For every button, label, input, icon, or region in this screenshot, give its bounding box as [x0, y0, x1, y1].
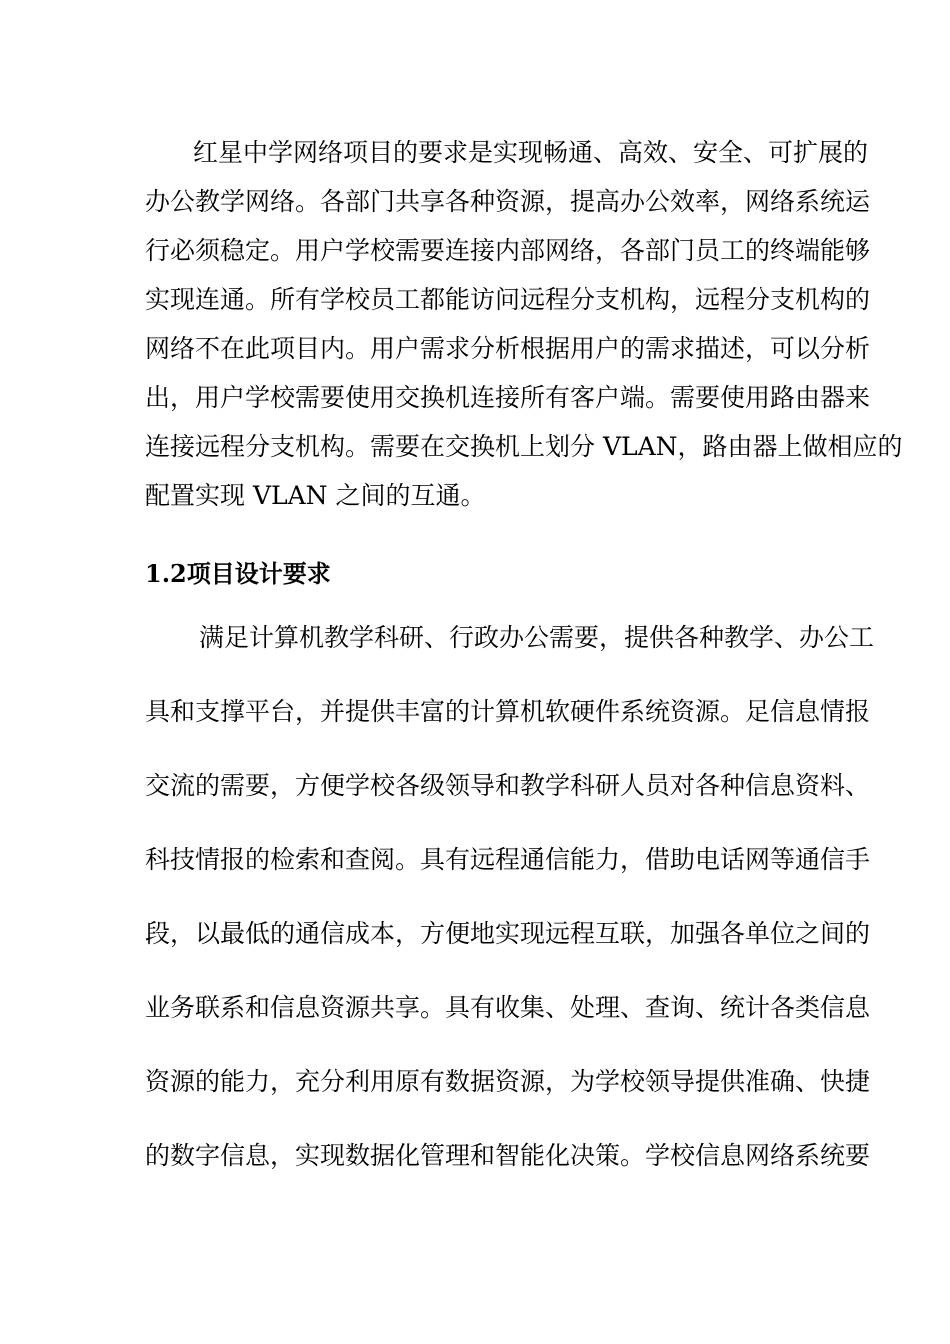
paragraph-line: 具和支撑平台，并提供丰富的计算机软硬件系统资源。足信息情报: [145, 697, 871, 726]
paragraph-line: 科技情报的检索和查阅。具有远程通信能力，借助电话网等通信手: [145, 845, 871, 874]
paragraph-line: 红星中学网络项目的要求是实现畅通、高效、安全、可扩展的: [193, 138, 869, 167]
paragraph-line: 办公教学网络。各部门共享各种资源，提高办公效率，网络系统运: [145, 187, 871, 216]
paragraph-line: 行必须稳定。用户学校需要连接内部网络，各部门员工的终端能够: [145, 236, 871, 265]
paragraph-line: 网络不在此项目内。用户需求分析根据用户的需求描述，可以分析: [145, 334, 871, 363]
section-heading: 1.2项目设计要求: [145, 559, 331, 588]
paragraph-line: 资源的能力，充分利用原有数据资源，为学校领导提供准确、快捷: [145, 1067, 871, 1096]
paragraph-line: 业务联系和信息资源共享。具有收集、处理、查询、统计各类信息: [145, 993, 871, 1022]
paragraph-line: 连接远程分支机构。需要在交换机上划分 VLAN，路由器上做相应的: [145, 432, 903, 461]
paragraph-line: 的数字信息，实现数据化管理和智能化决策。学校信息网络系统要: [145, 1141, 871, 1170]
paragraph-line: 实现连通。所有学校员工都能访问远程分支机构，远程分支机构的: [145, 285, 871, 314]
paragraph-line: 出，用户学校需要使用交换机连接所有客户端。需要使用路由器来: [145, 383, 871, 412]
paragraph-line: 配置实现 VLAN 之间的互通。: [145, 481, 486, 510]
paragraph-line: 满足计算机教学科研、行政办公需要，提供各种教学、办公工: [199, 623, 875, 652]
paragraph-line: 段，以最低的通信成本，方便地实现远程互联，加强各单位之间的: [145, 919, 871, 948]
paragraph-line: 交流的需要，方便学校各级领导和教学科研人员对各种信息资料、: [145, 771, 871, 800]
